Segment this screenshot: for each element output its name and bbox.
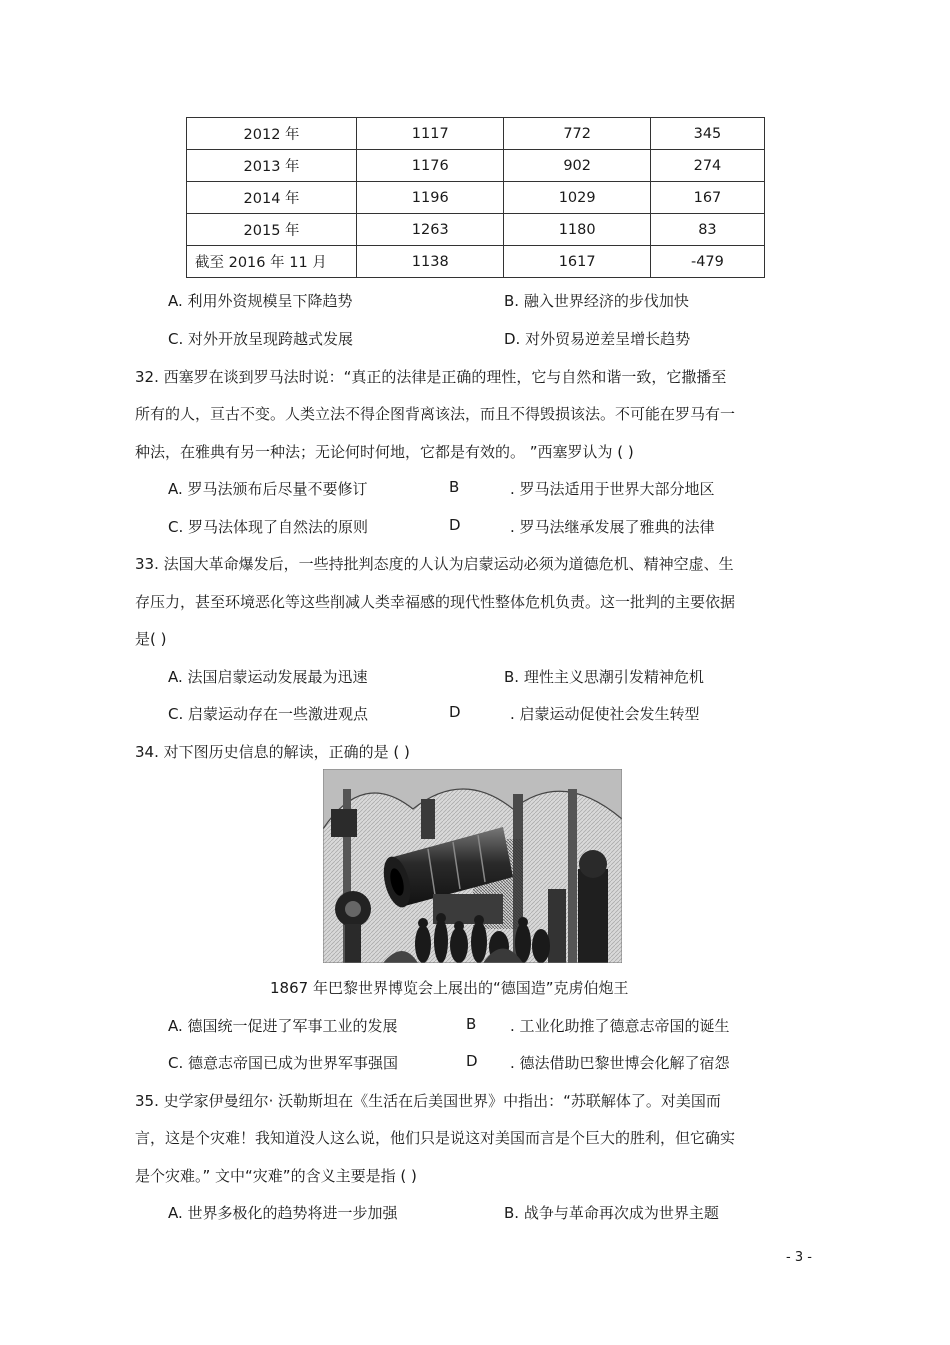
q34-option-b-letter: B [466,1015,477,1033]
table-cell: 截至 2016 年 11 月 [187,246,357,278]
table-cell: 274 [650,150,764,182]
q34-option-d: . 德法借助巴黎世博会化解了宿怨 [510,1054,730,1072]
table-cell: 2012 年 [187,118,357,150]
q32-stem-line-1: 32. 西塞罗在谈到罗马法时说：“真正的法律是正确的理性，它与自然和谐一致，它撒播至 [135,368,727,386]
q31-option-d: D. 对外贸易逆差呈增长趋势 [504,330,691,348]
q33-stem-line-1: 33. 法国大革命爆发后，一些持批判态度的人认为启蒙运动必须为道德危机、精神空虚、生 [135,555,734,573]
table-cell: 1176 [357,150,504,182]
q35-option-b: B. 战争与革命再次成为世界主题 [504,1204,719,1222]
figure-caption: 1867 年巴黎世界博览会上展出的“德国造”克虏伯炮王 [270,979,629,997]
table-cell: 2013 年 [187,150,357,182]
table-cell: 1180 [504,214,650,246]
q33-stem-line-3: 是( ) [135,630,167,648]
table-cell: 345 [650,118,764,150]
q32-option-b-letter: B [449,478,460,496]
q33-option-d-letter: D [449,703,461,721]
q32-option-d: . 罗马法继承发展了雅典的法律 [510,518,715,536]
table-cell: 772 [504,118,650,150]
q32-option-c: C. 罗马法体现了自然法的原则 [168,518,369,536]
q32-stem-line-2: 所有的人，亘古不变。人类立法不得企图背离该法，而且不得毁损该法。不可能在罗马有一 [135,405,736,423]
table-cell: 83 [650,214,764,246]
table-cell: 1029 [504,182,650,214]
q32-stem-line-3: 种法，在雅典有另一种法；无论何时何地，它都是有效的。 ”西塞罗认为 ( ) [135,443,634,461]
table-row [187,182,765,214]
q35-stem-line-1: 35. 史学家伊曼纽尔· 沃勒斯坦在《生活在后美国世界》中指出：“苏联解体了。对美国而 [135,1092,721,1110]
data-table [186,117,765,278]
engraving-illustration [323,769,622,963]
krupp-cannon-engraving [323,769,622,963]
table-cell: -479 [650,246,764,278]
table-cell: 167 [650,182,764,214]
q33-option-d: . 启蒙运动促使社会发生转型 [510,705,700,723]
table-cell: 1617 [504,246,650,278]
q34-option-b: . 工业化助推了德意志帝国的诞生 [510,1017,730,1035]
q34-option-d-letter: D [466,1052,478,1070]
q34-option-a: A. 德国统一促进了军事工业的发展 [168,1017,398,1035]
q34-option-c: C. 德意志帝国已成为世界军事强国 [168,1054,399,1072]
q35-stem-line-3: 是个灾难。” 文中“灾难”的含义主要是指 ( ) [135,1167,417,1185]
q33-option-a: A. 法国启蒙运动发展最为迅速 [168,668,368,686]
table-row [187,150,765,182]
table-row [187,118,765,150]
table-cell: 902 [504,150,650,182]
table-cell: 1117 [357,118,504,150]
table-cell: 1138 [357,246,504,278]
q34-stem: 34. 对下图历史信息的解读，正确的是 ( ) [135,743,410,761]
table-row [187,246,765,278]
table-row [187,214,765,246]
q33-option-b: B. 理性主义思潮引发精神危机 [504,668,704,686]
q35-option-a: A. 世界多极化的趋势将进一步加强 [168,1204,398,1222]
q32-option-b: . 罗马法适用于世界大部分地区 [510,480,715,498]
q31-option-c: C. 对外开放呈现跨越式发展 [168,330,354,348]
table-cell: 1263 [357,214,504,246]
table-cell: 1196 [357,182,504,214]
table-cell: 2014 年 [187,182,357,214]
q33-stem-line-2: 存压力，甚至环境恶化等这些削减人类幸福感的现代性整体危机负责。这一批判的主要依据 [135,593,736,611]
q33-option-c: C. 启蒙运动存在一些激进观点 [168,705,369,723]
q32-option-d-letter: D [449,516,461,534]
q31-option-a: A. 利用外资规模呈下降趋势 [168,292,353,310]
page-number: - 3 - [786,1250,812,1265]
table-cell: 2015 年 [187,214,357,246]
q35-stem-line-2: 言，这是个灾难！我知道没人这么说，他们只是说这对美国而言是个巨大的胜利，但它确实 [135,1129,736,1147]
q32-option-a: A. 罗马法颁布后尽量不要修订 [168,480,368,498]
q31-option-b: B. 融入世界经济的步伐加快 [504,292,689,310]
